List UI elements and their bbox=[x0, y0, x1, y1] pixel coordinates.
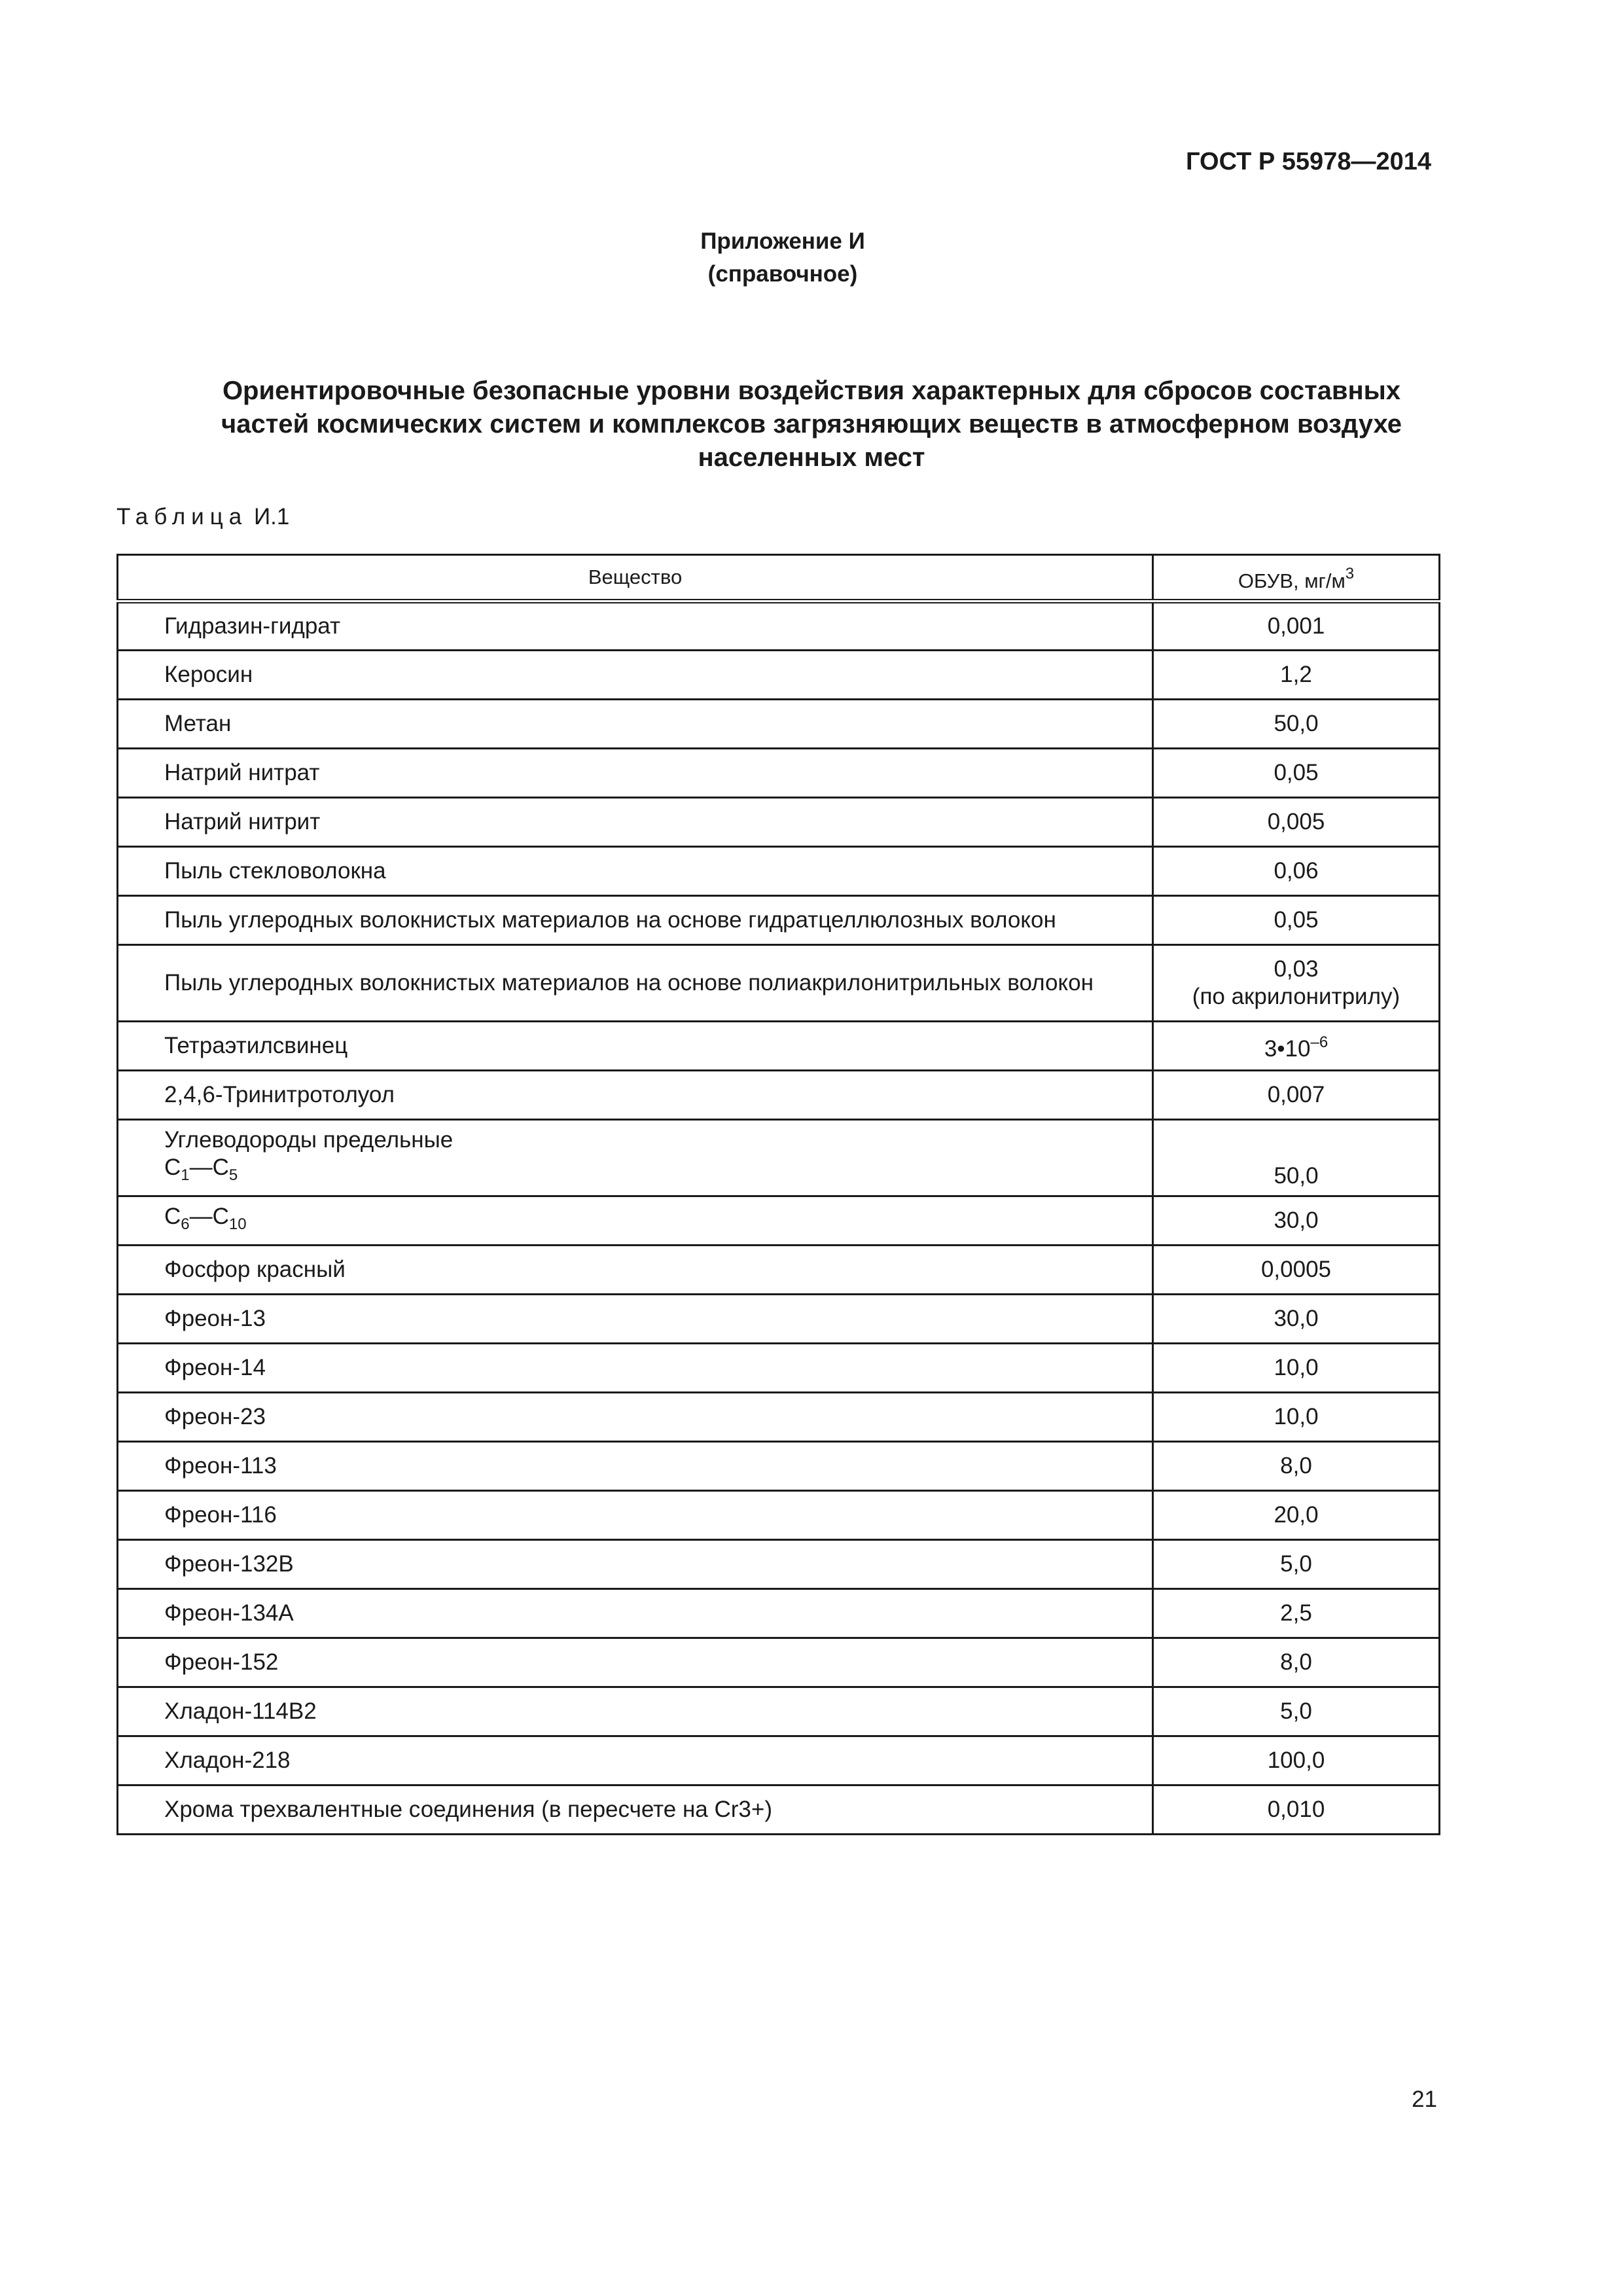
substance-value: 100,0 bbox=[1153, 1736, 1440, 1785]
substance-value: 0,0005 bbox=[1153, 1246, 1440, 1295]
substance-name: Пыль углеродных волокнистых материалов на основе гидратцеллюлозных волокон bbox=[118, 896, 1153, 945]
substance-name bbox=[118, 1120, 1153, 1196]
standard-code: ГОСТ Р 55978—2014 bbox=[1186, 148, 1431, 175]
table-row bbox=[118, 1295, 1440, 1344]
substance-group-name: Углеводороды предельные bbox=[164, 1127, 454, 1153]
title-line: населенных мест bbox=[698, 443, 925, 472]
substance-value: 0,007 bbox=[1153, 1071, 1440, 1120]
substance-name: Керосин bbox=[118, 651, 1153, 700]
table-caption-number: И.1 bbox=[253, 504, 290, 529]
substance-name: Натрий нитрит bbox=[118, 798, 1153, 847]
column-header-value-text: ОБУВ, мг/м bbox=[1238, 569, 1346, 592]
annex-title: Приложение И bbox=[700, 228, 865, 254]
column-header-value bbox=[1153, 555, 1440, 601]
table-header-row bbox=[118, 555, 1440, 601]
title-line: частей космических систем и комплексов загрязняющих веществ в атмосферном воздухе bbox=[221, 410, 1402, 439]
carbon-index: 6 bbox=[181, 1215, 190, 1233]
value-exponent: –6 bbox=[1310, 1033, 1329, 1051]
substance-value: 50,0 bbox=[1153, 700, 1440, 749]
substance-value: 8,0 bbox=[1153, 1638, 1440, 1687]
table-row bbox=[118, 1736, 1440, 1785]
substance-name: Хладон-114В2 bbox=[118, 1687, 1153, 1736]
substance-name: Фреон-13 bbox=[118, 1295, 1153, 1344]
carbon-range bbox=[164, 1154, 1139, 1189]
carbon-symbol: С bbox=[164, 1204, 181, 1229]
carbon-symbol: С bbox=[212, 1204, 229, 1229]
table-row bbox=[118, 1687, 1440, 1736]
table-row bbox=[118, 1344, 1440, 1393]
substance-value-note: (по акрилонитрилу) bbox=[1192, 984, 1400, 1009]
table-row bbox=[118, 1589, 1440, 1638]
substance-name: Хладон-218 bbox=[118, 1736, 1153, 1785]
substance-value: 5,0 bbox=[1153, 1540, 1440, 1589]
table-row bbox=[118, 1785, 1440, 1835]
substance-name: Метан bbox=[118, 700, 1153, 749]
substance-value: 10,0 bbox=[1153, 1393, 1440, 1442]
annex-heading bbox=[0, 225, 1565, 291]
table-row bbox=[118, 651, 1440, 700]
substance-value: 0,06 bbox=[1153, 847, 1440, 896]
substance-value bbox=[1153, 945, 1440, 1022]
table-caption bbox=[116, 504, 289, 530]
substance-value: 30,0 bbox=[1153, 1196, 1440, 1246]
table-row bbox=[118, 1022, 1440, 1071]
table-row bbox=[118, 1393, 1440, 1442]
substance-value: 10,0 bbox=[1153, 1344, 1440, 1393]
substance-name: Хрома трехвалентные соединения (в пересчете на Cr3+) bbox=[118, 1785, 1153, 1835]
substance-value: 0,05 bbox=[1153, 896, 1440, 945]
carbon-index: 10 bbox=[228, 1215, 247, 1233]
substance-name bbox=[118, 1196, 1153, 1246]
substance-value: 1,2 bbox=[1153, 651, 1440, 700]
substance-value bbox=[1153, 1022, 1440, 1071]
substance-name: Гидразин-гидрат bbox=[118, 601, 1153, 651]
column-header-substance: Вещество bbox=[118, 555, 1153, 601]
substance-name: Фреон-152 bbox=[118, 1638, 1153, 1687]
table-row bbox=[118, 601, 1440, 651]
table-row bbox=[118, 1491, 1440, 1540]
substance-value: 20,0 bbox=[1153, 1491, 1440, 1540]
table-row bbox=[118, 1120, 1440, 1196]
substance-name: Фосфор красный bbox=[118, 1246, 1153, 1295]
substance-value: 0,005 bbox=[1153, 798, 1440, 847]
substance-value: 2,5 bbox=[1153, 1589, 1440, 1638]
carbon-index: 1 bbox=[181, 1166, 190, 1184]
substance-value: 8,0 bbox=[1153, 1442, 1440, 1491]
substance-name: Пыль стекловолокна bbox=[118, 847, 1153, 896]
range-dash: — bbox=[189, 1155, 213, 1180]
substance-value-main: 0,03 bbox=[1274, 956, 1319, 982]
substance-name: Натрий нитрат bbox=[118, 749, 1153, 798]
table-row bbox=[118, 1638, 1440, 1687]
substance-value: 0,001 bbox=[1153, 601, 1440, 651]
substance-value: 50,0 bbox=[1153, 1120, 1440, 1196]
substance-value: 0,05 bbox=[1153, 749, 1440, 798]
substance-value: 30,0 bbox=[1153, 1295, 1440, 1344]
range-dash: — bbox=[189, 1204, 213, 1229]
table-row bbox=[118, 1442, 1440, 1491]
substance-name: Фреон-14 bbox=[118, 1344, 1153, 1393]
carbon-index: 5 bbox=[228, 1166, 238, 1184]
table-caption-word: Таблица bbox=[116, 504, 248, 529]
substance-name: Фреон-134А bbox=[118, 1589, 1153, 1638]
carbon-symbol: С bbox=[212, 1155, 229, 1180]
document-title bbox=[0, 374, 1623, 475]
substance-name: 2,4,6-Тринитротолуол bbox=[118, 1071, 1153, 1120]
table-row bbox=[118, 798, 1440, 847]
substance-name: Тетраэтилсвинец bbox=[118, 1022, 1153, 1071]
substances-table bbox=[116, 554, 1440, 1835]
substance-name: Фреон-132В bbox=[118, 1540, 1153, 1589]
value-base: 3•10 bbox=[1264, 1036, 1311, 1062]
substance-name: Фреон-116 bbox=[118, 1491, 1153, 1540]
table-row bbox=[118, 1071, 1440, 1120]
column-header-value-sup: 3 bbox=[1345, 564, 1355, 583]
annex-type: (справочное) bbox=[707, 261, 858, 287]
table-row bbox=[118, 1246, 1440, 1295]
table-row bbox=[118, 847, 1440, 896]
table-row bbox=[118, 945, 1440, 1022]
page-number: 21 bbox=[1412, 2087, 1437, 2112]
substance-name: Пыль углеродных волокнистых материалов на основе полиакрилонитрильных волокон bbox=[118, 945, 1153, 1022]
table-row bbox=[118, 700, 1440, 749]
title-line: Ориентировочные безопасные уровни воздействия характерных для сбросов составных bbox=[222, 376, 1401, 405]
table-row bbox=[118, 1540, 1440, 1589]
substance-name: Фреон-113 bbox=[118, 1442, 1153, 1491]
substance-name: Фреон-23 bbox=[118, 1393, 1153, 1442]
substance-value: 0,010 bbox=[1153, 1785, 1440, 1835]
carbon-symbol: С bbox=[164, 1155, 181, 1180]
table-row bbox=[118, 896, 1440, 945]
table-row bbox=[118, 749, 1440, 798]
substance-value: 5,0 bbox=[1153, 1687, 1440, 1736]
table-row bbox=[118, 1196, 1440, 1246]
